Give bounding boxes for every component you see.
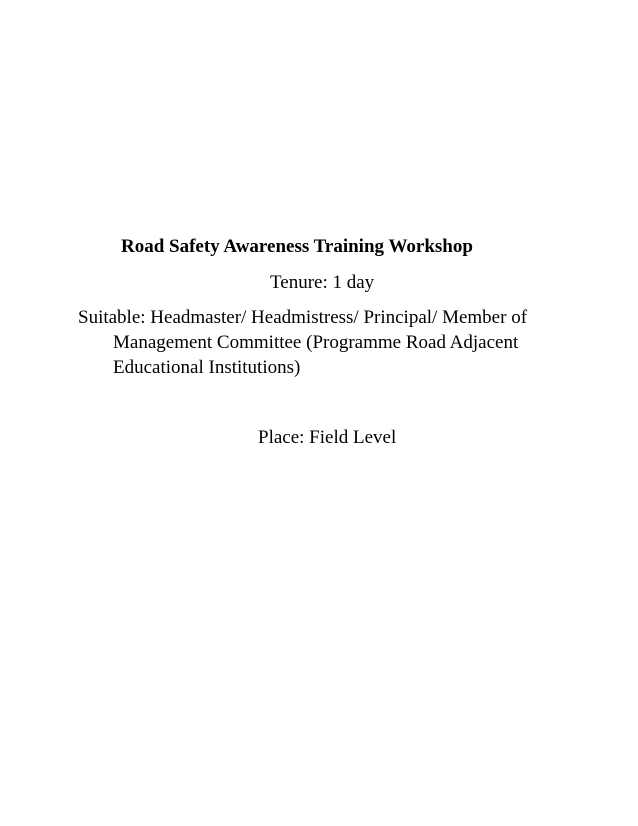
workshop-title: Road Safety Awareness Training Workshop xyxy=(121,236,473,257)
suitable-paragraph xyxy=(78,305,548,380)
suitable-line-2: Management Committee (Programme Road Adjacent xyxy=(113,332,519,353)
tenure-text: Tenure: 1 day xyxy=(270,272,375,293)
suitable-line-3: Educational Institutions) xyxy=(113,357,301,378)
suitable-line-1: Suitable: Headmaster/ Headmistress/ Principal/ Member of xyxy=(78,307,528,328)
place-text: Place: Field Level xyxy=(258,427,397,448)
